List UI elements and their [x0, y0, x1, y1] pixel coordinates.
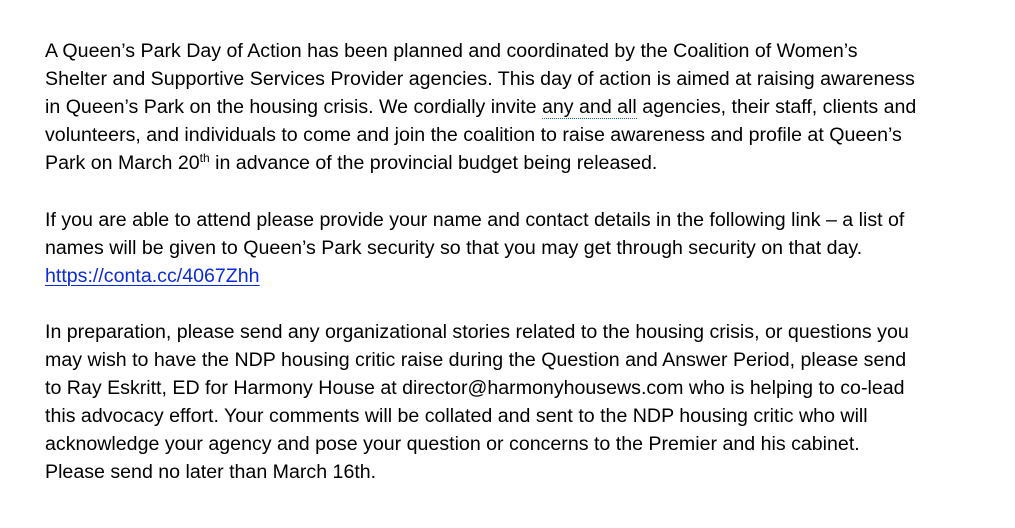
- text-line: this advocacy effort. Your comments will be collated and sent to the NDP housing critic who will: [45, 405, 868, 428]
- paragraph-preparation: [45, 318, 990, 487]
- text-line: [45, 93, 990, 121]
- text-line: volunteers, and individuals to come and join the coalition to raise awareness and profile at Queen’s: [45, 124, 902, 147]
- text-line: A Queen’s Park Day of Action has been planned and coordinated by the Coalition of Women’s: [45, 40, 858, 62]
- text-segment: in advance of the provincial budget being released.: [209, 152, 658, 175]
- paragraph-spacer: [45, 290, 990, 318]
- text-segment: Park on March 20: [45, 152, 200, 175]
- text-line: Please send no later than March 16th.: [45, 461, 377, 484]
- grammar-flagged-phrase[interactable]: any and all: [541, 96, 637, 119]
- text-line: If you are able to attend please provide your name and contact details in the following link – a list of: [45, 208, 905, 231]
- paragraph-spacer: [45, 177, 990, 205]
- paragraph-day-of-action: [45, 37, 990, 177]
- text-line: Shelter and Supportive Services Provider agencies. This day of action is aimed at raising awareness: [45, 68, 915, 91]
- ordinal-superscript: th: [199, 151, 210, 166]
- text-line: [45, 149, 990, 177]
- text-line: [45, 262, 990, 290]
- paragraph-attendance: [45, 206, 990, 290]
- text-line: may wish to have the NDP housing critic raise during the Question and Answer Period, please send: [45, 349, 907, 372]
- text-line: to Ray Eskritt, ED for Harmony House at director@harmonyhousews.com who is helping to co-lead: [45, 377, 905, 400]
- registration-link[interactable]: https://conta.cc/4067Zhh: [45, 264, 260, 287]
- text-line: acknowledge your agency and pose your question or concerns to the Premier and his cabinet.: [45, 433, 860, 456]
- text-line: In preparation, please send any organizational stories related to the housing crisis, or questions you: [45, 320, 909, 343]
- text-line: names will be given to Queen’s Park security so that you may get through security on that day.: [45, 236, 863, 259]
- document-body: [45, 37, 990, 487]
- text-segment: agencies, their staff, clients and: [636, 96, 917, 119]
- text-segment: in Queen’s Park on the housing crisis. We cordially invite: [45, 96, 542, 119]
